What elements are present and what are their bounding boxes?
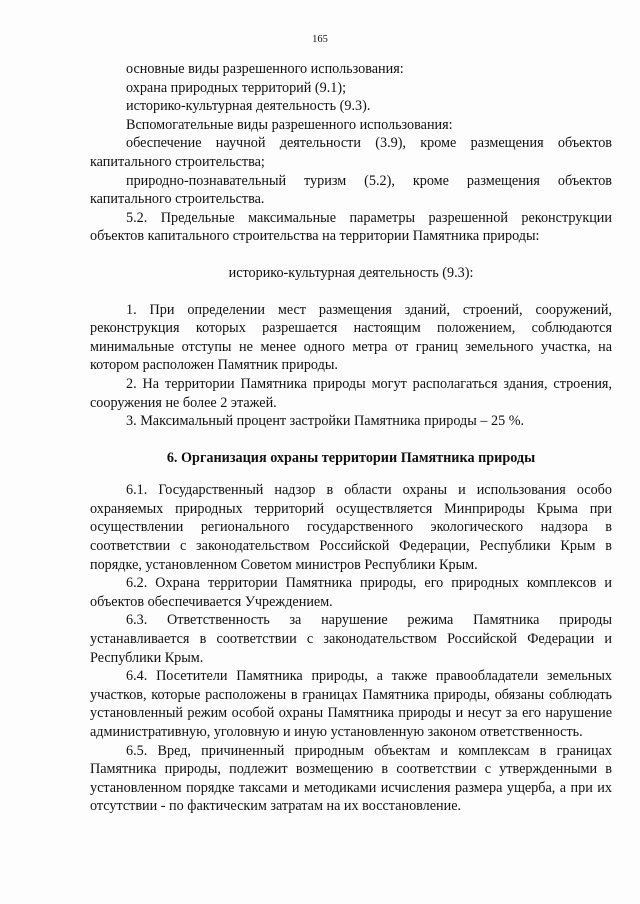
paragraph-6-4: 6.4. Посетители Памятника природы, а также правообладатели земельных участков, которые расположены в границах Памятника природы, обязаны соблюдать установленный режим особой охраны Памятника природы и несут за его нарушение административную, уголовную и иную установленную законом ответственность. bbox=[90, 668, 612, 740]
paragraph-6-1: 6.1. Государственный надзор в области охраны и использования особо охраняемых природных территорий осуществляется Минприроды Крыма при осуществлении регионального государственного экологического надзора в соответствии с законодательством Российской Федерации, Республики Крым в порядке, установленном Советом министров Республики Крым. bbox=[90, 482, 612, 573]
item-3: 3. Максимальный процент застройки Памятника природы – 25 %. bbox=[126, 413, 525, 430]
paragraph-6-2: 6.2. Охрана территории Памятника природы, его природных комплексов и объектов обеспечивается Учреждением. bbox=[90, 575, 612, 610]
line-historical-cultural: историко-культурная деятельность (9.3). bbox=[126, 98, 371, 115]
subheading-historical: историко-культурная деятельность (9.3): bbox=[228, 264, 474, 281]
item-2: 2. На территории Памятника природы могут располагаться здания, строения, сооружения не более 2 этажей. bbox=[90, 375, 612, 411]
paragraph-6-5: 6.5. Вред, причиненный природным объектам и комплексам в границах Памятника природы, подлежит возмещению в соответствии с утвержденными в установленном порядке таксами и методиками исчисления размера ущерба, а при их отсутствии - по фактическим затратам на их восстановление. bbox=[90, 742, 612, 815]
line-nature-protection: охрана природных территорий (9.1); bbox=[126, 79, 347, 96]
paragraph-science: обеспечение научной деятельности (3.9), кроме размещения объектов капитального строительства; bbox=[90, 135, 612, 170]
item-1: 1. При определении мест размещения зданий, строений, сооружений, реконструкция которых разрешается настоящим положением, соблюдаются минимальные отступы не менее одного метра от границ земельного участка, на котором расположен Памятник природы. bbox=[90, 301, 612, 374]
page-number: 165 bbox=[312, 34, 328, 45]
paragraph-6-3: 6.3. Ответственность за нарушение режима Памятника природы устанавливается в соответствии с законодательством Российской Федерации и Республики Крым. bbox=[90, 612, 612, 666]
paragraph-tourism: природно-познавательный туризм (5.2), кроме размещения объектов капитального строительства. bbox=[90, 172, 612, 208]
line-auxiliary-uses: Вспомогательные виды разрешенного использования: bbox=[126, 116, 453, 133]
paragraph-5-2: 5.2. Предельные максимальные параметры разрешенной реконструкции объектов капитального строительства на территории Памятника природы: bbox=[90, 209, 612, 245]
section-title: 6. Организация охраны территории Памятника природы bbox=[166, 449, 536, 466]
document-body bbox=[90, 60, 612, 816]
line-main-uses: основные виды разрешенного использования: bbox=[126, 61, 404, 77]
